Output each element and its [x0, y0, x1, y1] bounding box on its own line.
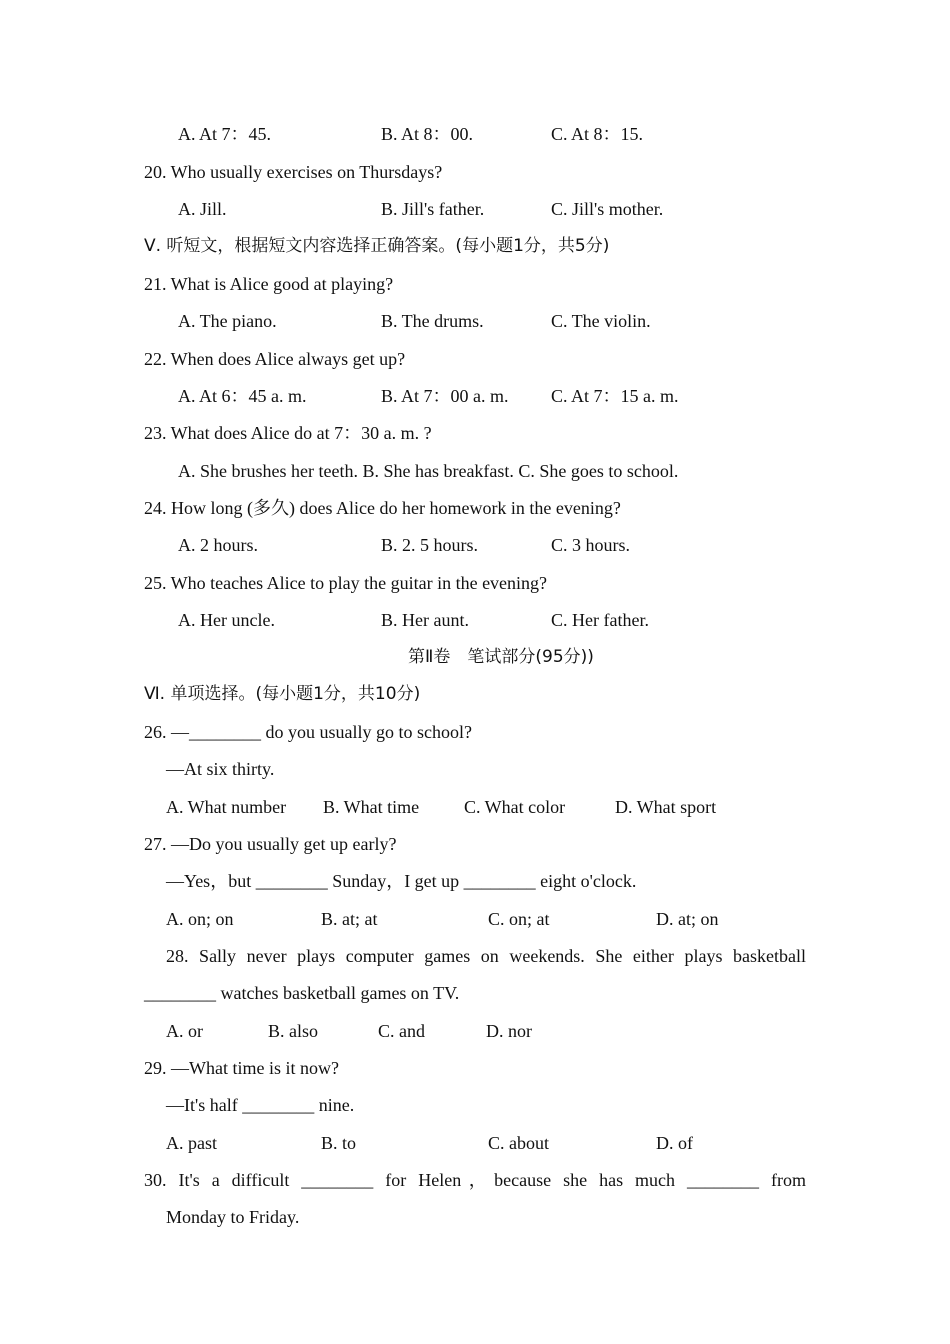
q26-stem: 26. —________ do you usually go to school? [144, 722, 472, 742]
q19-option-c: C. At 8：15. [551, 124, 644, 144]
q22-option-a: A. At 6：45 a. m. [178, 386, 307, 406]
q29-option-d: D. of [656, 1133, 693, 1153]
q26-option-b: B. What time [323, 797, 420, 817]
q20-option-b: B. Jill's father. [381, 199, 485, 219]
q20-stem: 20. Who usually exercises on Thursdays? [144, 162, 443, 182]
q29-option-a: A. past [166, 1133, 217, 1153]
q27-option-c: C. on; at [488, 909, 550, 929]
q24-stem: 24. How long (多久) does Alice do her homework in the evening? [144, 498, 621, 518]
q23-stem: 23. What does Alice do at 7：30 a. m. ? [144, 423, 432, 443]
q20-option-a: A. Jill. [178, 199, 227, 219]
q24-option-a: A. 2 hours. [178, 535, 258, 555]
q26-option-a: A. What number [166, 797, 287, 817]
part-2-title: 第Ⅱ卷 笔试部分(95分)) [408, 647, 594, 667]
section-6-heading: Ⅵ. 单项选择。(每小题1分，共10分) [144, 684, 421, 704]
q27-stem: 27. —Do you usually get up early? [144, 834, 397, 854]
q22-stem: 22. When does Alice always get up? [144, 349, 406, 369]
q19-option-b: B. At 8：00. [381, 124, 474, 144]
q26-reply: —At six thirty. [166, 759, 275, 779]
q21-option-b: B. The drums. [381, 311, 484, 331]
q30-line-1: 30. It's a difficult ________ for Helen，because she has much ________ from [144, 1170, 806, 1190]
q26-option-c: C. What color [464, 797, 566, 817]
q26-option-d: D. What sport [615, 797, 717, 817]
q28-line-1: 28. Sally never plays computer games on weekends. She either plays basketball [166, 946, 806, 966]
q21-stem: 21. What is Alice good at playing? [144, 274, 394, 294]
q19-option-a: A. At 7：45. [178, 124, 272, 144]
q24-option-c: C. 3 hours. [551, 535, 631, 555]
q29-stem: 29. —What time is it now? [144, 1058, 339, 1078]
q25-option-b: B. Her aunt. [381, 610, 469, 630]
q28-option-d: D. nor [486, 1021, 532, 1041]
q22-option-b: B. At 7：00 a. m. [381, 386, 509, 406]
section-5-heading: Ⅴ. 听短文，根据短文内容选择正确答案。(每小题1分，共5分) [144, 236, 610, 256]
q27-option-d: D. at; on [656, 909, 719, 929]
q27-reply: —Yes，but ________ Sunday，I get up ________ eight o'clock. [166, 871, 637, 891]
q27-option-b: B. at; at [321, 909, 378, 929]
q25-option-c: C. Her father. [551, 610, 649, 630]
q23-options: A. She brushes her teeth. B. She has breakfast. C. She goes to school. [178, 461, 679, 481]
q29-option-c: C. about [488, 1133, 549, 1153]
q29-option-b: B. to [321, 1133, 357, 1153]
q27-option-a: A. on; on [166, 909, 234, 929]
q28-option-a: A. or [166, 1021, 203, 1041]
q28-line-2: ________ watches basketball games on TV. [144, 983, 460, 1003]
q29-reply: —It's half ________ nine. [166, 1095, 355, 1115]
q21-option-c: C. The violin. [551, 311, 651, 331]
q28-option-c: C. and [378, 1021, 425, 1041]
q24-option-b: B. 2. 5 hours. [381, 535, 479, 555]
q20-option-c: C. Jill's mother. [551, 199, 664, 219]
q28-option-b: B. also [268, 1021, 319, 1041]
q25-option-a: A. Her uncle. [178, 610, 275, 630]
q25-stem: 25. Who teaches Alice to play the guitar in the evening? [144, 573, 548, 593]
q22-option-c: C. At 7：15 a. m. [551, 386, 679, 406]
q30-line-2: Monday to Friday. [166, 1207, 300, 1227]
q21-option-a: A. The piano. [178, 311, 277, 331]
